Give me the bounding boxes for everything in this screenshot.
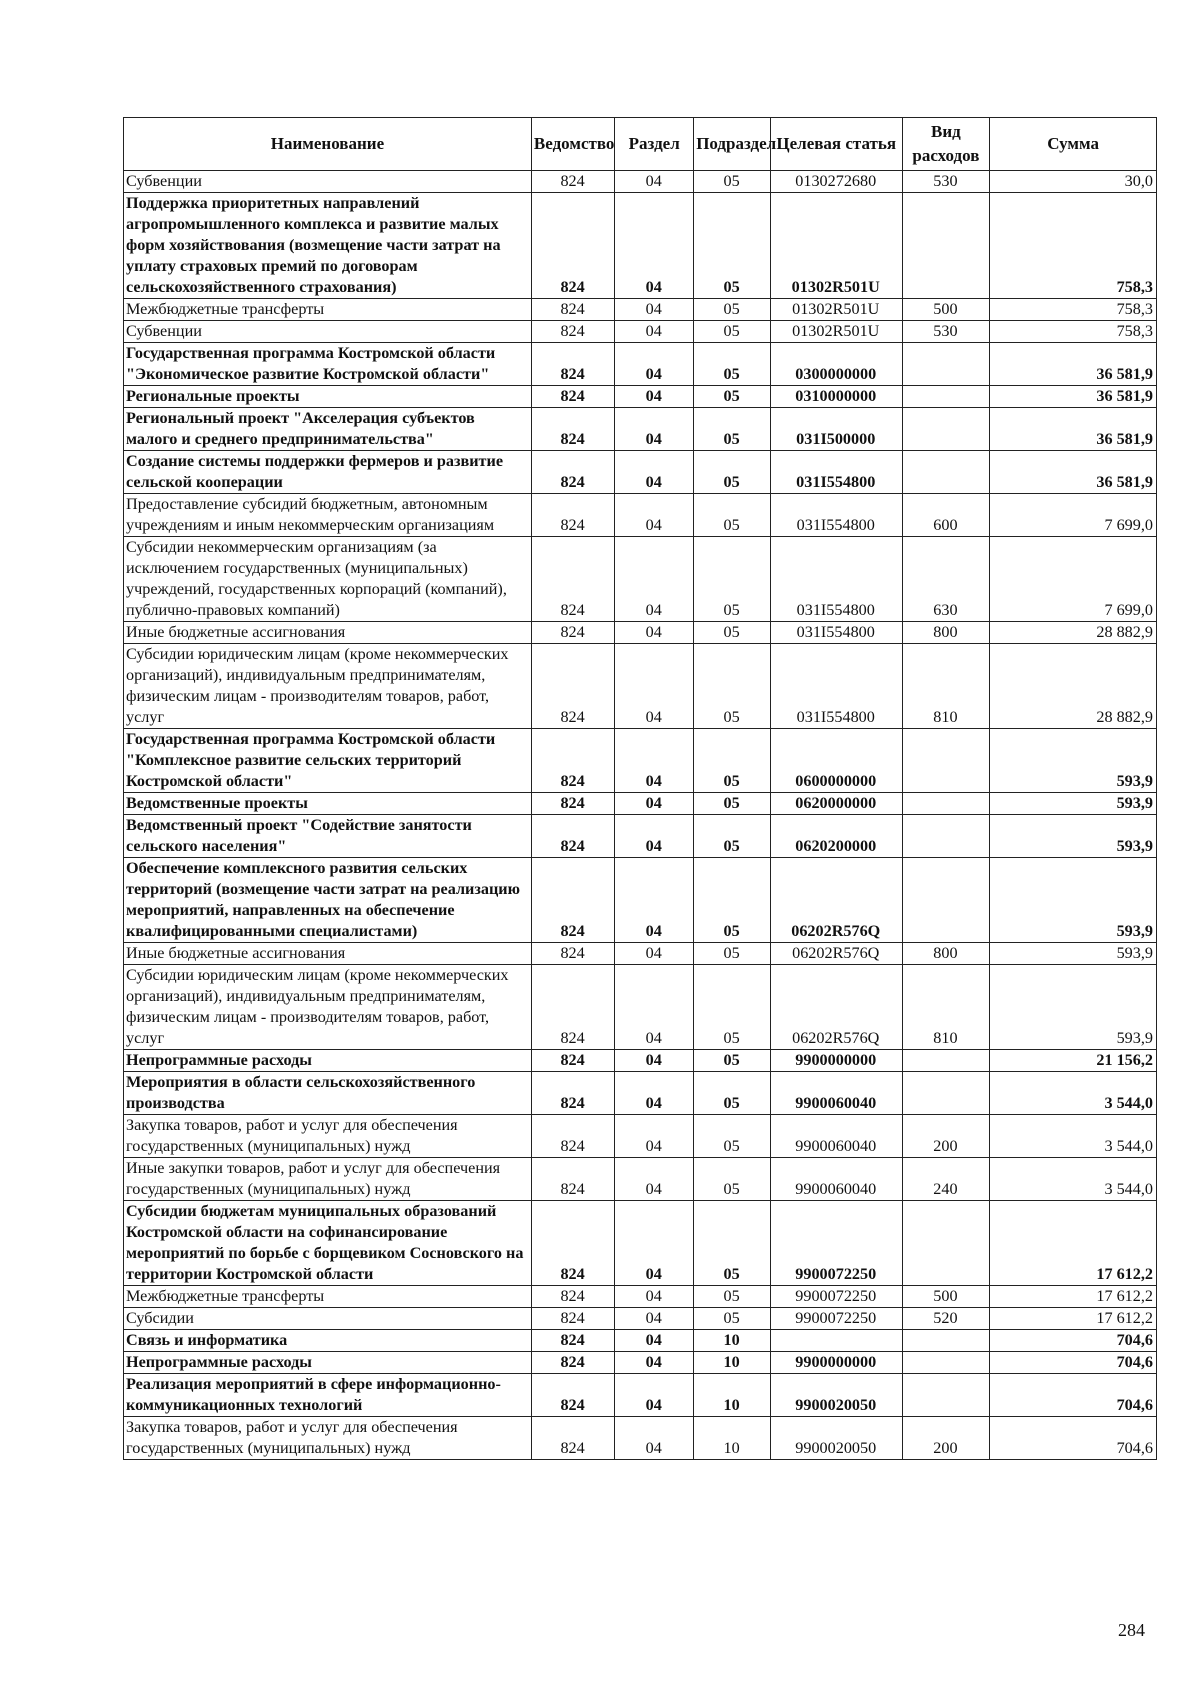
cell-kind: 530 [902,321,990,343]
cell-sum: 36 581,9 [990,408,1157,451]
cell-subsection: 05 [694,299,771,321]
table-row [124,171,1157,193]
table-row [124,1115,1157,1158]
cell-dept: 824 [531,1374,614,1417]
table-row [124,644,1157,729]
cell-name: Связь и информатика [124,1330,532,1352]
table-row [124,494,1157,537]
cell-sum: 30,0 [990,171,1157,193]
cell-dept: 824 [531,386,614,408]
cell-target: 031I554800 [770,451,902,494]
cell-dept: 824 [531,622,614,644]
cell-name: Региональные проекты [124,386,532,408]
table-row [124,408,1157,451]
cell-kind [902,858,990,943]
cell-dept: 824 [531,1417,614,1460]
cell-dept: 824 [531,451,614,494]
cell-name: Ведомственный проект "Содействие занятости сельского населения" [124,815,532,858]
cell-kind [902,1201,990,1286]
cell-name: Иные бюджетные ассигнования [124,622,532,644]
table-row [124,451,1157,494]
cell-sum: 593,9 [990,729,1157,793]
cell-dept: 824 [531,408,614,451]
cell-name: Государственная программа Костромской области "Экономическое развитие Костромской области" [124,343,532,386]
cell-section: 04 [615,1158,694,1201]
cell-sum: 593,9 [990,793,1157,815]
cell-sum: 28 882,9 [990,622,1157,644]
cell-target: 9900020050 [770,1374,902,1417]
cell-target: 0130272680 [770,171,902,193]
cell-sum: 758,3 [990,193,1157,299]
table-row [124,1286,1157,1308]
cell-name: Обеспечение комплексного развития сельских территорий (возмещение части затрат на реализацию мероприятий, направленных на обеспечение квалифицированными специалистами) [124,858,532,943]
cell-dept: 824 [531,858,614,943]
cell-section: 04 [615,193,694,299]
cell-dept: 824 [531,494,614,537]
cell-dept: 824 [531,1308,614,1330]
cell-dept: 824 [531,793,614,815]
cell-name: Создание системы поддержки фермеров и развитие сельской кооперации [124,451,532,494]
cell-kind [902,343,990,386]
header-target: Целевая статья [770,118,902,171]
table-row [124,858,1157,943]
cell-dept: 824 [531,729,614,793]
cell-dept: 824 [531,193,614,299]
cell-kind: 810 [902,965,990,1050]
cell-sum: 3 544,0 [990,1115,1157,1158]
cell-section: 04 [615,858,694,943]
cell-target: 9900060040 [770,1115,902,1158]
cell-target: 0600000000 [770,729,902,793]
cell-section: 04 [615,729,694,793]
cell-subsection: 05 [694,793,771,815]
cell-subsection: 05 [694,943,771,965]
cell-kind: 530 [902,171,990,193]
cell-name: Субсидии юридическим лицам (кроме некоммерческих организаций), индивидуальным предпринимателям, физическим лицам - производителям товаров, работ, услуг [124,965,532,1050]
cell-target: 031I554800 [770,644,902,729]
cell-dept: 824 [531,1158,614,1201]
cell-dept: 824 [531,1330,614,1352]
cell-sum: 593,9 [990,815,1157,858]
cell-target: 9900072250 [770,1308,902,1330]
cell-dept: 824 [531,1286,614,1308]
cell-section: 04 [615,537,694,622]
cell-dept: 824 [531,537,614,622]
cell-target: 9900072250 [770,1286,902,1308]
table-row [124,343,1157,386]
cell-target: 06202R576Q [770,965,902,1050]
table-row [124,193,1157,299]
cell-kind [902,193,990,299]
header-subsection: Подраздел [694,118,771,171]
table-row [124,729,1157,793]
cell-kind: 500 [902,1286,990,1308]
cell-section: 04 [615,1072,694,1115]
cell-subsection: 05 [694,451,771,494]
cell-kind [902,451,990,494]
cell-sum: 593,9 [990,943,1157,965]
cell-section: 04 [615,622,694,644]
cell-name: Закупка товаров, работ и услуг для обеспечения государственных (муниципальных) нужд [124,1417,532,1460]
cell-name: Межбюджетные трансферты [124,299,532,321]
header-sum: Сумма [990,118,1157,171]
cell-sum: 17 612,2 [990,1201,1157,1286]
budget-table-container [123,117,1157,1460]
cell-kind: 800 [902,622,990,644]
cell-name: Субсидии некоммерческим организациям (за исключением государственных (муниципальных) учреждений, государственных корпораций (компаний), публично-правовых компаний) [124,537,532,622]
cell-sum: 593,9 [990,858,1157,943]
cell-kind: 810 [902,644,990,729]
cell-subsection: 10 [694,1417,771,1460]
cell-name: Субсидии [124,1308,532,1330]
cell-target: 9900020050 [770,1417,902,1460]
cell-subsection: 05 [694,1072,771,1115]
cell-section: 04 [615,1201,694,1286]
table-row [124,622,1157,644]
cell-dept: 824 [531,815,614,858]
cell-section: 04 [615,451,694,494]
cell-kind: 630 [902,537,990,622]
cell-sum: 593,9 [990,965,1157,1050]
cell-target: 06202R576Q [770,943,902,965]
cell-subsection: 05 [694,1115,771,1158]
cell-kind [902,1374,990,1417]
cell-sum: 3 544,0 [990,1158,1157,1201]
cell-dept: 824 [531,644,614,729]
cell-subsection: 10 [694,1330,771,1352]
cell-section: 04 [615,408,694,451]
cell-subsection: 05 [694,537,771,622]
cell-kind [902,793,990,815]
cell-subsection: 10 [694,1374,771,1417]
cell-subsection: 05 [694,321,771,343]
cell-sum: 704,6 [990,1330,1157,1352]
cell-name: Субвенции [124,321,532,343]
cell-sum: 704,6 [990,1352,1157,1374]
cell-kind [902,386,990,408]
cell-target: 9900000000 [770,1050,902,1072]
cell-subsection: 05 [694,1286,771,1308]
table-row [124,537,1157,622]
cell-subsection: 05 [694,193,771,299]
cell-kind: 520 [902,1308,990,1330]
cell-subsection: 10 [694,1352,771,1374]
cell-kind: 200 [902,1417,990,1460]
cell-kind: 600 [902,494,990,537]
cell-name: Закупка товаров, работ и услуг для обеспечения государственных (муниципальных) нужд [124,1115,532,1158]
cell-target: 01302R501U [770,321,902,343]
cell-sum: 3 544,0 [990,1072,1157,1115]
cell-name: Иные закупки товаров, работ и услуг для обеспечения государственных (муниципальных) нужд [124,1158,532,1201]
cell-name: Непрограммные расходы [124,1352,532,1374]
header-section: Раздел [615,118,694,171]
cell-section: 04 [615,386,694,408]
table-row [124,321,1157,343]
cell-target: 0300000000 [770,343,902,386]
cell-target: 9900072250 [770,1201,902,1286]
cell-sum: 36 581,9 [990,451,1157,494]
cell-target [770,1330,902,1352]
cell-section: 04 [615,1330,694,1352]
cell-name: Предоставление субсидий бюджетным, автономным учреждениям и иным некоммерческим организациям [124,494,532,537]
cell-section: 04 [615,1352,694,1374]
cell-kind: 500 [902,299,990,321]
cell-kind [902,1352,990,1374]
cell-section: 04 [615,1308,694,1330]
cell-dept: 824 [531,1352,614,1374]
cell-dept: 824 [531,1072,614,1115]
cell-name: Субсидии бюджетам муниципальных образований Костромской области на софинансирование мероприятий по борьбе с борщевиком Сосновского на территории Костромской области [124,1201,532,1286]
table-row [124,943,1157,965]
cell-section: 04 [615,1115,694,1158]
cell-kind [902,729,990,793]
cell-name: Непрограммные расходы [124,1050,532,1072]
cell-dept: 824 [531,1201,614,1286]
cell-subsection: 05 [694,171,771,193]
cell-target: 031I500000 [770,408,902,451]
cell-section: 04 [615,299,694,321]
cell-dept: 824 [531,965,614,1050]
header-name: Наименование [124,118,532,171]
cell-name: Межбюджетные трансферты [124,1286,532,1308]
cell-kind [902,1072,990,1115]
cell-subsection: 05 [694,965,771,1050]
cell-sum: 17 612,2 [990,1286,1157,1308]
cell-target: 9900060040 [770,1072,902,1115]
cell-sum: 7 699,0 [990,494,1157,537]
cell-subsection: 05 [694,386,771,408]
cell-name: Иные бюджетные ассигнования [124,943,532,965]
cell-subsection: 05 [694,815,771,858]
table-row [124,386,1157,408]
cell-section: 04 [615,171,694,193]
cell-sum: 28 882,9 [990,644,1157,729]
cell-subsection: 05 [694,729,771,793]
cell-section: 04 [615,965,694,1050]
cell-dept: 824 [531,321,614,343]
table-row [124,1072,1157,1115]
table-row [124,1308,1157,1330]
table-row [124,1158,1157,1201]
cell-name: Субвенции [124,171,532,193]
cell-subsection: 05 [694,1201,771,1286]
cell-dept: 824 [531,943,614,965]
cell-kind [902,1330,990,1352]
cell-dept: 824 [531,1050,614,1072]
cell-name: Региональный проект "Акселерация субъектов малого и среднего предпринимательства" [124,408,532,451]
cell-target: 01302R501U [770,299,902,321]
cell-name: Реализация мероприятий в сфере информационно-коммуникационных технологий [124,1374,532,1417]
table-row [124,965,1157,1050]
cell-kind: 800 [902,943,990,965]
cell-subsection: 05 [694,858,771,943]
cell-subsection: 05 [694,343,771,386]
cell-dept: 824 [531,171,614,193]
table-row [124,793,1157,815]
cell-dept: 824 [531,1115,614,1158]
cell-target: 0620200000 [770,815,902,858]
table-row [124,299,1157,321]
cell-section: 04 [615,1417,694,1460]
cell-section: 04 [615,793,694,815]
cell-dept: 824 [531,343,614,386]
cell-sum: 36 581,9 [990,343,1157,386]
cell-sum: 758,3 [990,299,1157,321]
cell-subsection: 05 [694,1050,771,1072]
table-row [124,1374,1157,1417]
table-row [124,1201,1157,1286]
cell-subsection: 05 [694,622,771,644]
cell-target: 01302R501U [770,193,902,299]
cell-section: 04 [615,1286,694,1308]
cell-sum: 758,3 [990,321,1157,343]
cell-sum: 17 612,2 [990,1308,1157,1330]
cell-dept: 824 [531,299,614,321]
header-kind: Вид расходов [902,118,990,171]
cell-section: 04 [615,943,694,965]
table-body [124,171,1157,1460]
table-row [124,1352,1157,1374]
budget-table [123,117,1157,1460]
cell-subsection: 05 [694,494,771,537]
cell-section: 04 [615,815,694,858]
cell-kind: 240 [902,1158,990,1201]
cell-sum: 704,6 [990,1417,1157,1460]
cell-target: 9900000000 [770,1352,902,1374]
cell-kind [902,408,990,451]
cell-kind [902,1050,990,1072]
cell-subsection: 05 [694,644,771,729]
page-number: 284 [1118,1620,1145,1640]
cell-section: 04 [615,343,694,386]
cell-target: 031I554800 [770,494,902,537]
cell-section: 04 [615,1374,694,1417]
table-row [124,1050,1157,1072]
cell-name: Ведомственные проекты [124,793,532,815]
header-row [124,118,1157,171]
cell-target: 06202R576Q [770,858,902,943]
cell-name: Субсидии юридическим лицам (кроме некоммерческих организаций), индивидуальным предпринимателям, физическим лицам - производителям товаров, работ, услуг [124,644,532,729]
cell-section: 04 [615,321,694,343]
cell-sum: 7 699,0 [990,537,1157,622]
cell-target: 0310000000 [770,386,902,408]
header-dept: Ведомство [531,118,614,171]
cell-subsection: 05 [694,1308,771,1330]
cell-kind [902,815,990,858]
cell-name: Поддержка приоритетных направлений агропромышленного комплекса и развитие малых форм хозяйствования (возмещение части затрат на уплату страховых премий по договорам сельскохозяйственного страхования) [124,193,532,299]
cell-target: 031I554800 [770,622,902,644]
cell-kind: 200 [902,1115,990,1158]
cell-sum: 704,6 [990,1374,1157,1417]
table-header [124,118,1157,171]
cell-sum: 36 581,9 [990,386,1157,408]
cell-target: 9900060040 [770,1158,902,1201]
cell-section: 04 [615,1050,694,1072]
table-row [124,815,1157,858]
cell-name: Государственная программа Костромской области "Комплексное развитие сельских территорий Костромской области" [124,729,532,793]
cell-section: 04 [615,644,694,729]
cell-name: Мероприятия в области сельскохозяйственного производства [124,1072,532,1115]
table-row [124,1330,1157,1352]
cell-subsection: 05 [694,408,771,451]
table-row [124,1417,1157,1460]
cell-sum: 21 156,2 [990,1050,1157,1072]
cell-section: 04 [615,494,694,537]
cell-subsection: 05 [694,1158,771,1201]
cell-target: 0620000000 [770,793,902,815]
cell-target: 031I554800 [770,537,902,622]
